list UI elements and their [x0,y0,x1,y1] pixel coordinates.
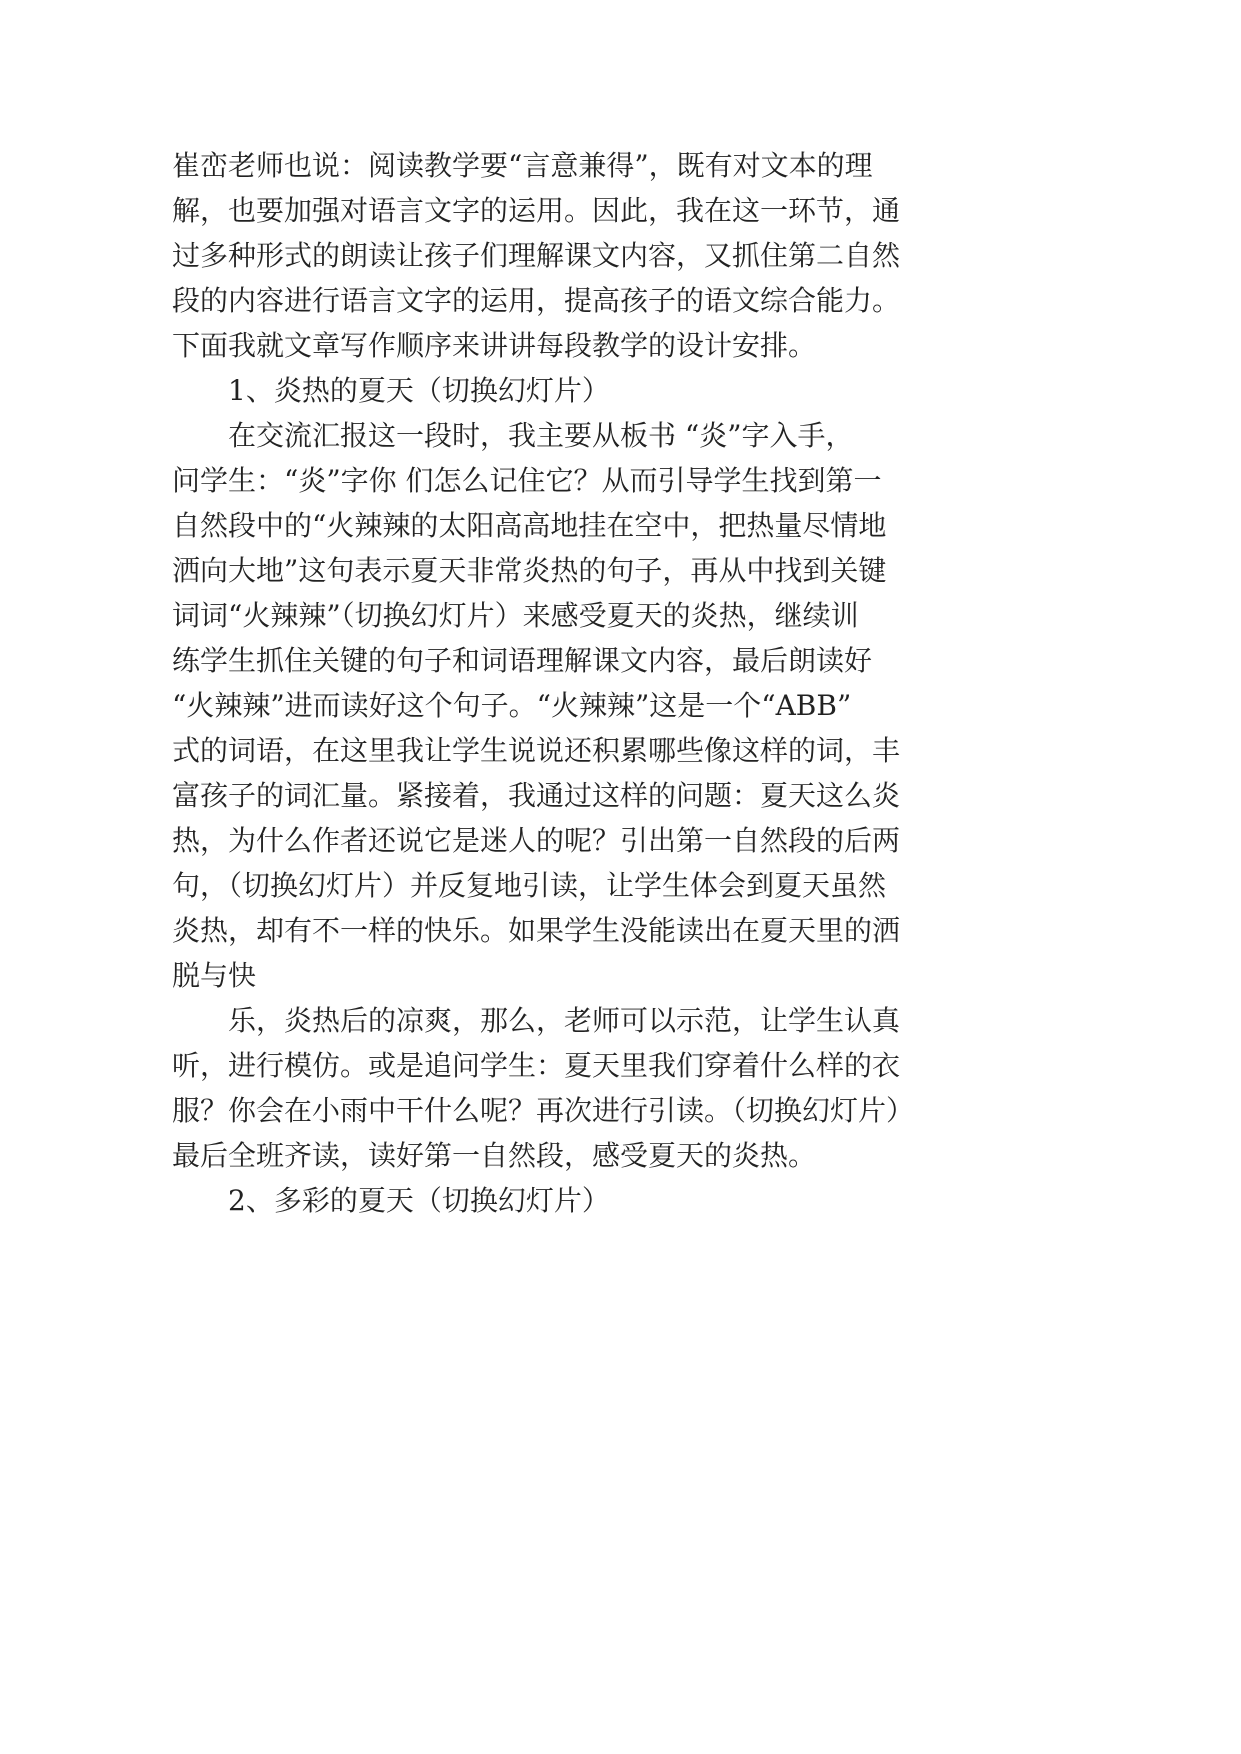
text-line: 最后全班齐读，读好第一自然段，感受夏天的炎热。 [172,1139,817,1172]
text-line: 问学生：“炎”字你 们怎么记住它？从而引导学生找到第一 [172,464,882,497]
text-line: 下面我就文章写作顺序来讲讲每段教学的设计安排。 [172,329,817,362]
paragraph-first-line: 在交流汇报这一段时，我主要从板书 “炎”字入手， [228,419,854,452]
text-line: 炎热，却有不一样的快乐。如果学生没能读出在夏天里的洒 [172,914,901,947]
text-line: 解，也要加强对语言文字的运用。因此，我在这一环节，通 [172,194,901,227]
text-line: 洒向大地”这句表示夏天非常炎热的句子，再从中找到关键 [172,554,887,587]
text-line: 听，进行模仿。或是追问学生：夏天里我们穿着什么样的衣 [172,1049,901,1082]
section-heading: 1、炎热的夏天（切换幻灯片） [228,374,610,407]
text-line: 服？你会在小雨中干什么呢？再次进行引读。（切换幻灯片） [172,1094,915,1127]
text-line: 过多种形式的朗读让孩子们理解课文内容，又抓住第二自然 [172,239,901,272]
section-heading: 2、多彩的夏天（切换幻灯片） [228,1184,610,1217]
text-line: 练学生抓住关键的句子和词语理解课文内容，最后朗读好 [172,644,873,677]
text-line: 热，为什么作者还说它是迷人的呢？引出第一自然段的后两 [172,824,901,857]
text-line: 富孩子的词汇量。紧接着，我通过这样的问题：夏天这么炎 [172,779,901,812]
text-line: “火辣辣”进而读好这个句子。“火辣辣”这是一个“ABB” [172,689,852,722]
text-line: 式的词语，在这里我让学生说说还积累哪些像这样的词，丰 [172,734,901,767]
text-line: 脱与快 [172,959,257,992]
paragraph-first-line: 乐，炎热后的凉爽，那么，老师可以示范，让学生认真 [228,1004,901,1037]
body-text [172,143,972,1223]
text-line: 词词“火辣辣”（切换幻灯片）来感受夏天的炎热，继续训 [172,599,859,632]
text-line: 句，（切换幻灯片）并反复地引读，让学生体会到夏天虽然 [172,869,887,902]
text-line: 崔峦老师也说：阅读教学要“言意兼得”，既有对文本的理 [172,149,873,182]
text-line: 段的内容进行语言文字的运用，提高孩子的语文综合能力。 [172,284,901,317]
text-line: 自然段中的“火辣辣的太阳高高地挂在空中，把热量尽情地 [172,509,887,542]
